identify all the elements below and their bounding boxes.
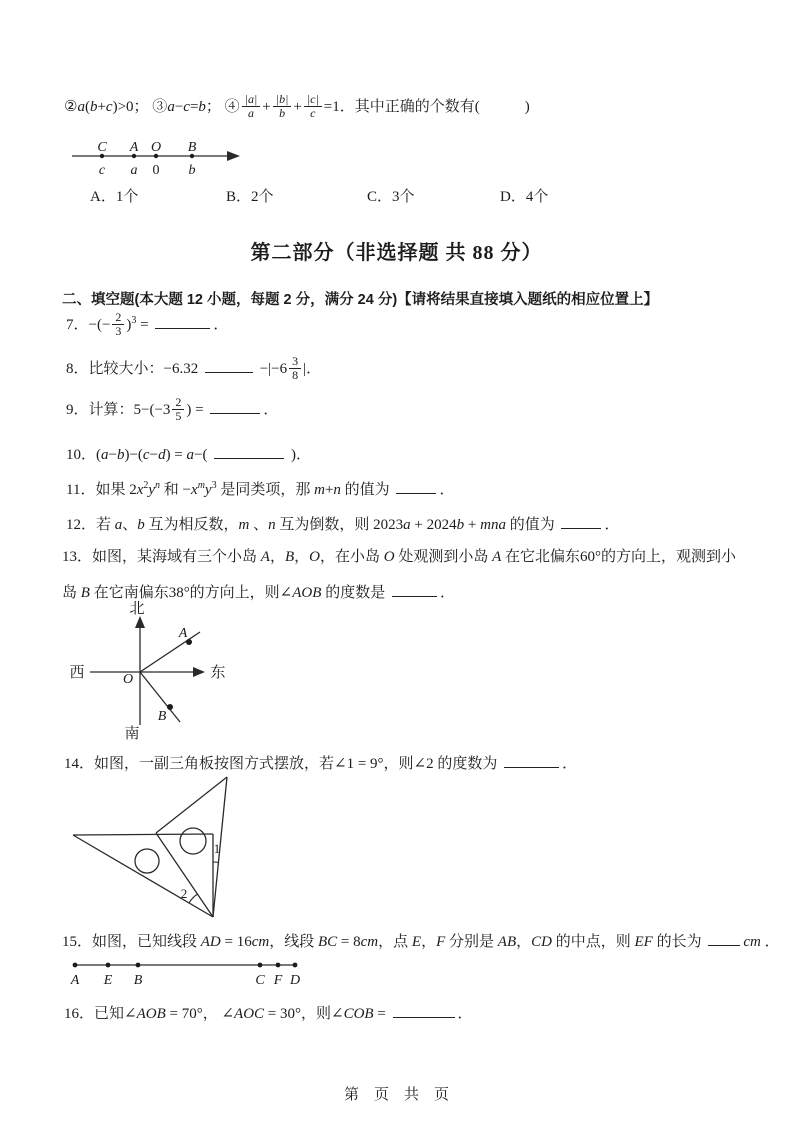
formula-token: 在它南偏东38°的方向上，则∠: [89, 585, 293, 601]
formula-token: +: [262, 99, 271, 116]
fraction-denominator: 3: [115, 324, 122, 339]
formula-token: 2: [143, 480, 149, 491]
formula-token: −|−6: [255, 361, 288, 378]
question-16: [64, 1001, 473, 1027]
formula-token: c: [183, 99, 190, 116]
number-line-figure: [64, 139, 254, 183]
question-7: [66, 312, 228, 339]
formula-token: d: [158, 447, 166, 463]
answer-blank: [708, 930, 740, 946]
formula-token: n: [268, 517, 276, 533]
fraction-numerator: |b|: [273, 93, 292, 107]
formula-token: ．: [457, 1006, 473, 1022]
formula-token: O: [309, 549, 320, 565]
formula-token: a: [403, 517, 411, 533]
formula-token: mna: [480, 517, 506, 533]
formula-token: 3: [131, 315, 137, 327]
upper-ruler-hole: [180, 828, 206, 854]
formula-token: ): [126, 317, 132, 334]
formula-token: A: [260, 549, 270, 565]
formula-token: b: [456, 517, 465, 533]
formula-token: ．: [213, 317, 229, 334]
formula-token: ，点: [378, 934, 412, 950]
formula-token: EF: [634, 934, 653, 950]
formula-token: m: [197, 480, 205, 491]
question-10: [66, 442, 311, 468]
formula-token: = 8: [337, 934, 361, 950]
formula-token: )>0； ③: [112, 99, 168, 116]
fill-in-instruction: 二、填空题(本大题 12 小题，每题 2 分，满分 24 分)【请将结果直接填入题纸的相应位置上】: [62, 292, 659, 308]
formula-token: 11．如果 2: [66, 482, 137, 498]
formula-token: =: [136, 317, 153, 334]
formula-token: 的值为: [505, 517, 559, 533]
seg-point-A-dot: [73, 963, 78, 968]
formula-token: O: [383, 549, 395, 565]
formula-token: ，: [294, 549, 310, 565]
formula-token: 互为倒数，则 2023: [275, 517, 404, 533]
section-title: 第二部分（非选择题 共 88 分）: [250, 242, 543, 264]
formula-token: −: [108, 447, 117, 463]
formula-token: ．: [604, 517, 620, 533]
north-label: 北: [129, 601, 145, 617]
formula-token: 岛: [62, 585, 81, 601]
formula-token: 的度数是: [321, 585, 389, 601]
horizontal-edge: [73, 834, 213, 835]
fraction-denominator: b: [279, 106, 286, 121]
question-9: [66, 397, 278, 424]
formula-token: AOB: [136, 1006, 166, 1022]
formula-token: 10．(: [66, 447, 101, 463]
seg-point-C-dot: [258, 963, 263, 968]
formula-token: 处观测到小岛: [394, 549, 493, 565]
option-c: C．3个: [367, 189, 415, 205]
formula-token: 8．比较大小：−6.32: [66, 361, 202, 378]
fraction-numerator: 2: [112, 311, 124, 325]
formula-token: ．: [439, 585, 455, 601]
point-O-label: O: [150, 140, 162, 155]
answer-blank: [504, 752, 559, 768]
formula-token: x: [136, 482, 144, 498]
formula-token: )−(: [124, 447, 143, 463]
formula-token: =1．其中正确的个数有( ): [323, 99, 530, 116]
point-A-label: A: [129, 140, 139, 155]
formula-token: =: [373, 1006, 390, 1022]
ray-OA: [140, 632, 200, 672]
fraction-denominator: a: [247, 106, 254, 121]
formula-token: y: [204, 482, 212, 498]
fraction-numerator: |a|: [242, 93, 261, 107]
formula-token: 13．如图，某海域有三个小岛: [62, 549, 261, 565]
formula-token: ．: [439, 482, 455, 498]
formula-token: 16．已知∠: [64, 1006, 137, 1022]
formula-token: 互为相反数，: [144, 517, 239, 533]
formula-token: ； ④: [205, 99, 240, 116]
formula-token: 3: [211, 480, 217, 491]
answer-blank: [396, 478, 436, 494]
fraction-numerator: |c|: [304, 93, 322, 107]
formula-token: |．: [303, 361, 322, 378]
answer-blank: [155, 313, 210, 329]
formula-token: y: [148, 482, 156, 498]
formula-token: −: [174, 99, 184, 116]
answer-blank: [561, 513, 601, 529]
number-line-arrow-icon: [227, 151, 240, 161]
fraction-numerator: 2: [172, 396, 184, 410]
answer-blank: [205, 357, 253, 373]
formula-token: ．: [562, 756, 578, 772]
formula-token: AD: [200, 934, 221, 950]
seg-point-F-label: F: [273, 973, 283, 988]
triangle-ruler-figure: [50, 770, 350, 930]
formula-token: m: [238, 517, 250, 533]
value-c-label: c: [98, 163, 106, 178]
formula-token: −(: [194, 447, 212, 463]
formula-token: CD: [531, 934, 552, 950]
formula-token: COB: [343, 1006, 374, 1022]
island-B-label: B: [157, 709, 167, 724]
formula-token: +: [464, 517, 481, 533]
value-b-label: b: [188, 163, 196, 178]
choice-question-statements: [64, 94, 530, 121]
angle-2-label: 2: [180, 886, 188, 901]
seg-point-B-label: B: [133, 973, 143, 988]
formula-token: ，: [516, 934, 532, 950]
fraction: [242, 93, 261, 120]
seg-point-D-dot: [293, 963, 298, 968]
formula-token: 15．如图，已知线段: [62, 934, 201, 950]
question-12: [66, 512, 619, 538]
formula-token: AB: [497, 934, 517, 950]
point-C-label: C: [97, 140, 107, 155]
formula-token: n: [155, 480, 161, 491]
formula-token: m: [314, 482, 325, 498]
fraction-denominator: 8: [292, 368, 299, 383]
formula-token: ②: [64, 99, 78, 116]
formula-token: 、: [122, 517, 138, 533]
formula-token: x: [191, 482, 198, 498]
option-a: A．1个: [90, 189, 139, 205]
formula-token: ，: [269, 549, 285, 565]
value-a-label: a: [130, 163, 138, 178]
formula-token: A: [492, 549, 502, 565]
point-B-label: B: [187, 140, 197, 155]
fraction: [289, 355, 301, 382]
formula-token: ，: [421, 934, 437, 950]
question-11: [66, 477, 454, 503]
island-B-dot: [167, 704, 173, 710]
fraction: [273, 93, 292, 120]
option-d: D．4个: [500, 189, 549, 205]
fraction: [112, 311, 124, 338]
formula-token: +: [293, 99, 302, 116]
origin-O-label: O: [122, 672, 134, 687]
formula-token: F: [436, 934, 446, 950]
formula-token: =: [189, 99, 199, 116]
formula-token: 9．计算：5−(−3: [66, 402, 171, 419]
left-hypotenuse: [73, 835, 213, 917]
formula-token: 12．若: [66, 517, 115, 533]
west-label: 西: [69, 665, 85, 681]
formula-token: a: [114, 517, 123, 533]
formula-token: ) =: [186, 402, 208, 419]
formula-token: 、: [249, 517, 269, 533]
options-row: [64, 184, 724, 206]
answer-blank: [214, 443, 284, 459]
east-label: 东: [210, 665, 226, 681]
angle-1-label: 1: [213, 841, 221, 856]
island-A-label: A: [178, 626, 188, 641]
formula-token: )．: [287, 447, 311, 463]
formula-token: B: [284, 549, 295, 565]
formula-token: 和 −: [160, 482, 192, 498]
formula-token: = 16: [220, 934, 252, 950]
question-13-line1: [62, 544, 736, 570]
formula-token: ，线段: [269, 934, 318, 950]
formula-token: b: [89, 99, 98, 116]
seg-point-A-label: A: [70, 973, 80, 988]
answer-blank: [392, 581, 437, 597]
east-arrow-icon: [193, 667, 205, 677]
option-b: B．2个: [226, 189, 274, 205]
formula-token: (: [84, 99, 90, 116]
seg-point-E-label: E: [103, 973, 113, 988]
formula-token: a: [167, 99, 175, 116]
formula-token: + 2024: [410, 517, 457, 533]
seg-point-E-dot: [106, 963, 111, 968]
north-arrow-icon: [135, 616, 145, 628]
seg-point-D-label: D: [289, 973, 301, 988]
seg-point-F-dot: [276, 963, 281, 968]
page-footer: 第 页 共 页: [343, 1087, 449, 1103]
formula-token: a: [77, 99, 85, 116]
upper-triangle-left-edge: [156, 777, 227, 833]
formula-token: ．: [760, 934, 780, 950]
question-8: [66, 356, 321, 383]
formula-token: AOC: [234, 1006, 265, 1022]
formula-token: ，在小岛: [319, 549, 384, 565]
fraction-numerator: 3: [289, 355, 301, 369]
left-triangle-inner-edge: [156, 833, 213, 917]
formula-token: +: [324, 482, 334, 498]
formula-token: AOB: [292, 585, 322, 601]
formula-token: cm: [360, 934, 379, 950]
value-0-label: 0: [152, 163, 160, 178]
formula-token: b: [116, 447, 125, 463]
fraction: [172, 396, 184, 423]
angle-2-arc: [189, 894, 198, 903]
formula-token: 是同类项，那: [216, 482, 315, 498]
answer-blank: [393, 1002, 455, 1018]
formula-token: 的中点，则: [551, 934, 635, 950]
formula-token: a: [101, 447, 109, 463]
compass-figure: [55, 598, 315, 748]
seg-point-B-dot: [136, 963, 141, 968]
formula-token: 的长为: [652, 934, 706, 950]
formula-token: BC: [318, 934, 338, 950]
formula-token: 在它北偏东60°的方向上，观测到小: [501, 549, 737, 565]
south-label: 南: [124, 726, 140, 742]
formula-token: c: [105, 99, 113, 116]
answer-blank: [210, 398, 260, 414]
formula-token: c: [142, 447, 150, 463]
formula-token: a: [186, 447, 195, 463]
formula-token: 分别是: [445, 934, 498, 950]
fraction-denominator: c: [310, 106, 316, 121]
left-ruler-hole: [135, 849, 159, 873]
formula-token: b: [137, 517, 145, 533]
formula-token: B: [80, 585, 90, 601]
formula-token: +: [97, 99, 106, 116]
formula-token: E: [411, 934, 422, 950]
formula-token: = 30°，则∠: [264, 1006, 344, 1022]
formula-token: −: [149, 447, 159, 463]
fraction-denominator: 5: [175, 409, 182, 424]
formula-token: cm: [251, 934, 270, 950]
formula-token: 的值为: [340, 482, 394, 498]
formula-token: b: [198, 99, 206, 116]
seg-point-C-label: C: [255, 973, 265, 988]
formula-token: 7．−(−: [66, 317, 111, 334]
formula-token: ．: [263, 402, 279, 419]
formula-token: cm: [743, 934, 761, 950]
segment-figure: [60, 948, 310, 990]
formula-token: ) =: [165, 447, 187, 463]
formula-token: n: [333, 482, 341, 498]
fraction: [304, 93, 322, 120]
formula-token: 14．如图，一副三角板按图方式摆放，若∠1 = 9°，则∠2 的度数为: [64, 756, 502, 772]
formula-token: = 70°， ∠: [165, 1006, 235, 1022]
